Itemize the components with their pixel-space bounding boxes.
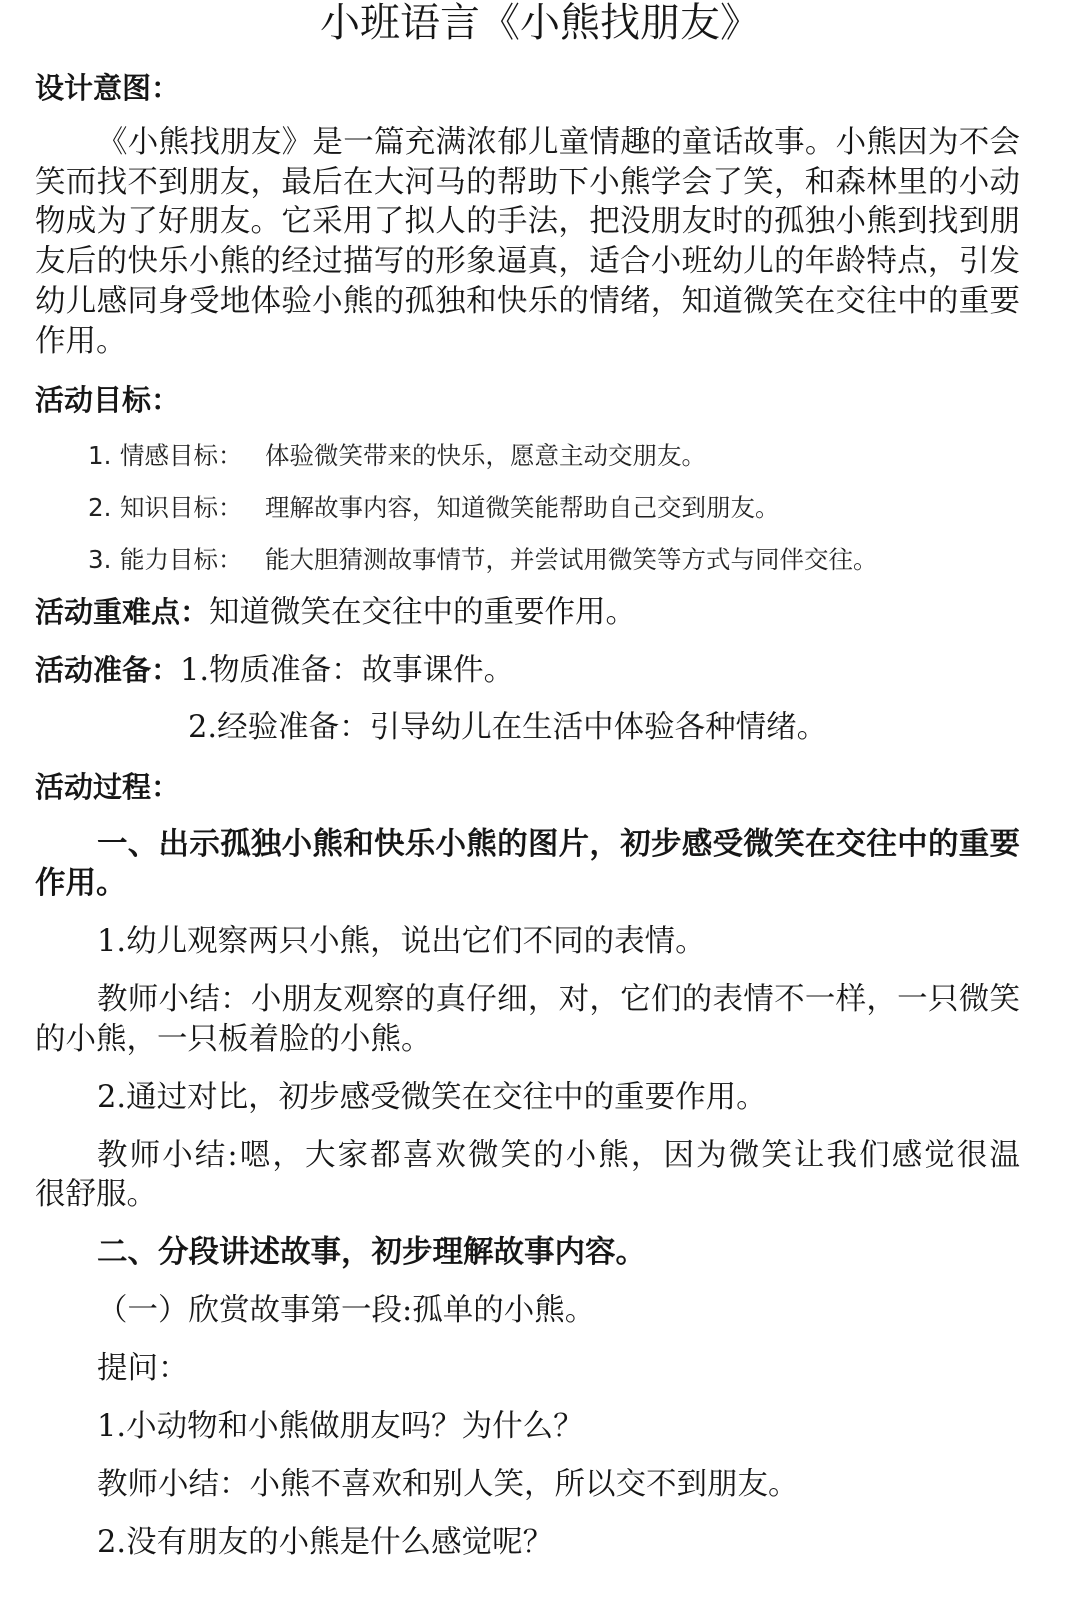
teacher-summary: 教师小结：小熊不喜欢和别人笑，所以交不到朋友。 — [97, 1467, 799, 1502]
process-step: 1.幼儿观察两只小熊，说出它们不同的表情。 — [97, 924, 706, 959]
teacher-summary: 的小熊，一只板着脸的小熊。 — [35, 1022, 432, 1057]
design-intent-line: 笑而找不到朋友，最后在大河马的帮助下小熊学会了笑，和森林里的小动 — [35, 165, 1020, 200]
key-points-row — [35, 592, 636, 632]
goal-text: 理解故事内容，知道微笑能帮助自己交到朋友。 — [265, 493, 780, 522]
teacher-summary: 教师小结：小朋友观察的真仔细，对，它们的表情不一样，一只微笑 — [97, 982, 1020, 1017]
section-heading: 一、出示孤独小熊和快乐小熊的图片，初步感受微笑在交往中的重要 — [97, 827, 1020, 862]
goal-text: 体验微笑带来的快乐，愿意主动交朋友。 — [265, 441, 706, 470]
key-points-heading: 活动重难点： — [35, 595, 210, 629]
goal-item — [0, 542, 1080, 578]
preparation-item: 2.经验准备：引导幼儿在生活中体验各种情绪。 — [188, 710, 828, 745]
design-intent-line: 物成为了好朋友。它采用了拟人的手法，把没朋友时的孤独小熊到找到朋 — [35, 204, 1020, 239]
key-points-text: 知道微笑在交往中的重要作用。 — [209, 595, 637, 630]
subsection-heading: （一）欣赏故事第一段:孤单的小熊。 — [97, 1293, 596, 1328]
question-item: 2.没有朋友的小熊是什么感觉呢？ — [97, 1525, 554, 1560]
question-item: 1.小动物和小熊做朋友吗？为什么？ — [97, 1409, 584, 1444]
section-heading: 作用。 — [35, 866, 127, 901]
goal-label: 能力目标： — [120, 545, 243, 574]
goals-heading: 活动目标： — [35, 383, 181, 417]
design-intent-heading: 设计意图： — [35, 71, 181, 105]
design-intent-line: 幼儿感同身受地体验小熊的孤独和快乐的情绪，知道微笑在交往中的重要 — [35, 284, 1020, 319]
design-intent-line: 《小熊找朋友》是一篇充满浓郁儿童情趣的童话故事。小熊因为不会 — [97, 125, 1020, 160]
question-label: 提问： — [97, 1351, 189, 1386]
process-step: 2.通过对比，初步感受微笑在交往中的重要作用。 — [97, 1080, 767, 1115]
section-heading: 二、分段讲述故事，初步理解故事内容。 — [97, 1235, 646, 1270]
goal-label: 知识目标： — [120, 493, 243, 522]
document-title: 小班语言《小熊找朋友》 — [320, 0, 760, 46]
preparation-row — [35, 650, 514, 690]
goal-number: 3. — [88, 545, 112, 574]
goal-number: 1. — [88, 441, 112, 470]
goal-item — [0, 490, 1080, 526]
goal-item — [0, 438, 1080, 474]
goal-number: 2. — [88, 493, 112, 522]
teacher-summary: 教师小结:嗯，大家都喜欢微笑的小熊，因为微笑让我们感觉很温 — [97, 1138, 1020, 1173]
preparation-item: 1.物质准备：故事课件。 — [180, 653, 515, 688]
process-heading: 活动过程： — [35, 770, 181, 804]
teacher-summary: 很舒服。 — [35, 1177, 157, 1212]
preparation-heading: 活动准备： — [35, 653, 181, 687]
design-intent-line: 作用。 — [35, 324, 127, 359]
goal-text: 能大胆猜测故事情节，并尝试用微笑等方式与同伴交往。 — [265, 545, 878, 574]
design-intent-line: 友后的快乐小熊的经过描写的形象逼真，适合小班幼儿的年龄特点，引发 — [35, 244, 1020, 279]
goal-label: 情感目标： — [120, 441, 243, 470]
